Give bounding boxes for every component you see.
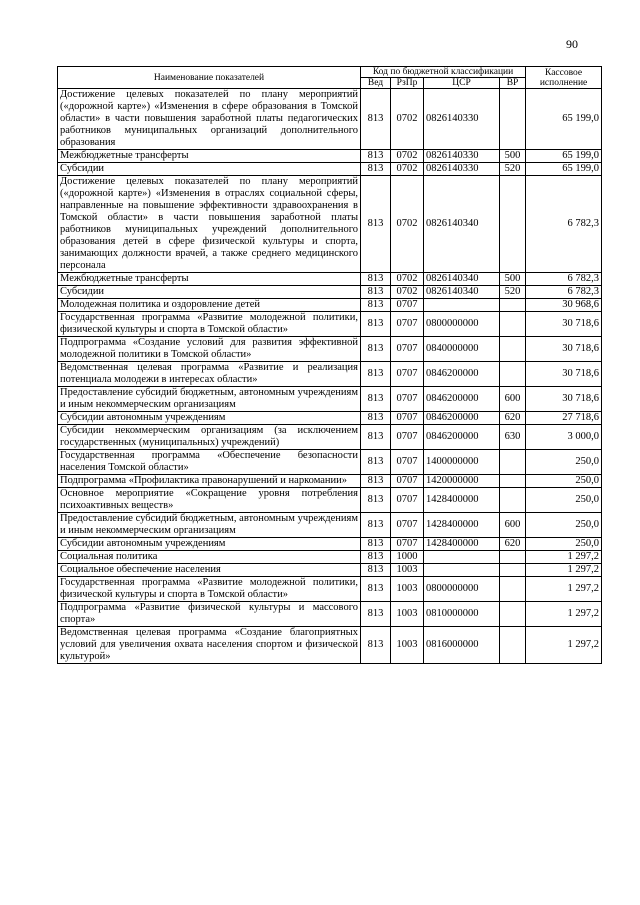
rzpr-code: 0702 bbox=[391, 89, 424, 150]
csr-code: 0846200000 bbox=[424, 412, 500, 425]
table-row bbox=[58, 337, 602, 362]
cash-amount: 30 718,6 bbox=[526, 362, 602, 387]
rzpr-code: 0702 bbox=[391, 163, 424, 176]
vr-code: 500 bbox=[500, 150, 526, 163]
ved-code: 813 bbox=[361, 564, 391, 577]
cash-amount: 65 199,0 bbox=[526, 163, 602, 176]
csr-code: 0800000000 bbox=[424, 577, 500, 602]
ved-code: 813 bbox=[361, 538, 391, 551]
vr-code: 520 bbox=[500, 163, 526, 176]
vr-code bbox=[500, 564, 526, 577]
csr-code: 0846200000 bbox=[424, 362, 500, 387]
table-row bbox=[58, 150, 602, 163]
table-row bbox=[58, 299, 602, 312]
indicator-name: Субсидии bbox=[58, 163, 361, 176]
rzpr-code: 1003 bbox=[391, 564, 424, 577]
cash-amount: 250,0 bbox=[526, 488, 602, 513]
table-row bbox=[58, 450, 602, 475]
cash-amount: 30 968,6 bbox=[526, 299, 602, 312]
vr-code: 600 bbox=[500, 387, 526, 412]
ved-code: 813 bbox=[361, 150, 391, 163]
csr-code: 0826140330 bbox=[424, 89, 500, 150]
cash-amount: 6 782,3 bbox=[526, 176, 602, 273]
csr-code: 0840000000 bbox=[424, 337, 500, 362]
rzpr-code: 0707 bbox=[391, 312, 424, 337]
rzpr-code: 0707 bbox=[391, 450, 424, 475]
cash-amount: 1 297,2 bbox=[526, 627, 602, 664]
indicator-name: Подпрограмма «Создание условий для развития эффективной молодежной политики в Томской области» bbox=[58, 337, 361, 362]
rzpr-code: 1003 bbox=[391, 577, 424, 602]
indicator-name: Межбюджетные трансферты bbox=[58, 273, 361, 286]
indicator-name: Достижение целевых показателей по плану мероприятий («дорожной карте») «Изменения в отраслях социальной сферы, направленные на повышение эффективности здравоохранения в Томской области» в части повышения заработной платы работников муниципальных учреждений дополнительного образования детей в сфере физической культуры и спорта, занимающих должности врачей, а также среднего медицинского персонала bbox=[58, 176, 361, 273]
ved-code: 813 bbox=[361, 627, 391, 664]
header-row-top bbox=[58, 67, 602, 78]
cash-amount: 6 782,3 bbox=[526, 273, 602, 286]
rzpr-code: 0702 bbox=[391, 286, 424, 299]
rzpr-code: 0707 bbox=[391, 387, 424, 412]
table-row bbox=[58, 475, 602, 488]
cash-amount: 1 297,2 bbox=[526, 551, 602, 564]
vr-code bbox=[500, 551, 526, 564]
vr-code: 500 bbox=[500, 273, 526, 286]
vr-code bbox=[500, 312, 526, 337]
table-row bbox=[58, 176, 602, 273]
ved-code: 813 bbox=[361, 176, 391, 273]
table-row bbox=[58, 387, 602, 412]
header-csr: ЦСР bbox=[424, 78, 500, 89]
cash-amount: 1 297,2 bbox=[526, 564, 602, 577]
cash-amount: 250,0 bbox=[526, 513, 602, 538]
rzpr-code: 0702 bbox=[391, 150, 424, 163]
vr-code bbox=[500, 337, 526, 362]
table-row bbox=[58, 163, 602, 176]
table-row bbox=[58, 273, 602, 286]
csr-code: 0826140340 bbox=[424, 286, 500, 299]
vr-code bbox=[500, 627, 526, 664]
ved-code: 813 bbox=[361, 362, 391, 387]
rzpr-code: 0707 bbox=[391, 362, 424, 387]
table-row bbox=[58, 564, 602, 577]
table-row bbox=[58, 425, 602, 450]
rzpr-code: 0707 bbox=[391, 412, 424, 425]
indicator-name: Подпрограмма «Профилактика правонарушений и наркомании» bbox=[58, 475, 361, 488]
ved-code: 813 bbox=[361, 602, 391, 627]
table-body bbox=[58, 89, 602, 664]
ved-code: 813 bbox=[361, 450, 391, 475]
csr-code: 1420000000 bbox=[424, 475, 500, 488]
rzpr-code: 0707 bbox=[391, 475, 424, 488]
header-vr: ВР bbox=[500, 78, 526, 89]
csr-code bbox=[424, 564, 500, 577]
csr-code: 0846200000 bbox=[424, 425, 500, 450]
indicator-name: Социальная политика bbox=[58, 551, 361, 564]
csr-code: 0826140330 bbox=[424, 163, 500, 176]
vr-code bbox=[500, 176, 526, 273]
indicator-name: Подпрограмма «Развитие физической культуры и массового спорта» bbox=[58, 602, 361, 627]
cash-amount: 250,0 bbox=[526, 475, 602, 488]
vr-code bbox=[500, 362, 526, 387]
vr-code: 520 bbox=[500, 286, 526, 299]
ved-code: 813 bbox=[361, 425, 391, 450]
rzpr-code: 0702 bbox=[391, 176, 424, 273]
table-row bbox=[58, 286, 602, 299]
header-budget-code-group: Код по бюджетной классификации bbox=[361, 67, 526, 78]
table-row bbox=[58, 602, 602, 627]
csr-code: 1400000000 bbox=[424, 450, 500, 475]
vr-code bbox=[500, 89, 526, 150]
csr-code: 1428400000 bbox=[424, 513, 500, 538]
indicator-name: Межбюджетные трансферты bbox=[58, 150, 361, 163]
rzpr-code: 1003 bbox=[391, 602, 424, 627]
csr-code: 0826140340 bbox=[424, 273, 500, 286]
indicator-name: Предоставление субсидий бюджетным, автономным учреждениям и иным некоммерческим организациям bbox=[58, 513, 361, 538]
csr-code: 1428400000 bbox=[424, 538, 500, 551]
ved-code: 813 bbox=[361, 163, 391, 176]
header-indicator-name: Наименование показателей bbox=[58, 67, 361, 89]
rzpr-code: 1000 bbox=[391, 551, 424, 564]
table-row bbox=[58, 362, 602, 387]
cash-amount: 250,0 bbox=[526, 538, 602, 551]
ved-code: 813 bbox=[361, 387, 391, 412]
cash-amount: 65 199,0 bbox=[526, 89, 602, 150]
cash-amount: 1 297,2 bbox=[526, 577, 602, 602]
rzpr-code: 0707 bbox=[391, 513, 424, 538]
ved-code: 813 bbox=[361, 286, 391, 299]
vr-code bbox=[500, 475, 526, 488]
ved-code: 813 bbox=[361, 337, 391, 362]
table-row bbox=[58, 627, 602, 664]
vr-code: 620 bbox=[500, 538, 526, 551]
indicator-name: Ведомственная целевая программа «Создание благоприятных условий для увеличения охвата населения спортом и физической культурой» bbox=[58, 627, 361, 664]
csr-code: 0846200000 bbox=[424, 387, 500, 412]
rzpr-code: 0707 bbox=[391, 337, 424, 362]
csr-code: 0826140330 bbox=[424, 150, 500, 163]
indicator-name: Предоставление субсидий бюджетным, автономным учреждениям и иным некоммерческим организациям bbox=[58, 387, 361, 412]
table-row bbox=[58, 89, 602, 150]
ved-code: 813 bbox=[361, 513, 391, 538]
cash-amount: 3 000,0 bbox=[526, 425, 602, 450]
cash-amount: 1 297,2 bbox=[526, 602, 602, 627]
vr-code bbox=[500, 488, 526, 513]
vr-code: 620 bbox=[500, 412, 526, 425]
cash-amount: 30 718,6 bbox=[526, 312, 602, 337]
ved-code: 813 bbox=[361, 89, 391, 150]
indicator-name: Государственная программа «Развитие молодежной политики, физической культуры и спорта в Томской области» bbox=[58, 312, 361, 337]
indicator-name: Ведомственная целевая программа «Развитие и реализация потенциала молодежи в интересах области» bbox=[58, 362, 361, 387]
cash-amount: 65 199,0 bbox=[526, 150, 602, 163]
cash-amount: 30 718,6 bbox=[526, 387, 602, 412]
indicator-name: Субсидии некоммерческим организациям (за исключением государственных (муниципальных) учреждений) bbox=[58, 425, 361, 450]
table-row bbox=[58, 577, 602, 602]
indicator-name: Государственная программа «Развитие молодежной политики, физической культуры и спорта в Томской области» bbox=[58, 577, 361, 602]
csr-code: 0810000000 bbox=[424, 602, 500, 627]
indicator-name: Субсидии автономным учреждениям bbox=[58, 412, 361, 425]
indicator-name: Достижение целевых показателей по плану мероприятий («дорожной карте») «Изменения в сфере образования в Томской области» в части повышения заработной платы педагогических работников муниципальных организаций дополнительного образования bbox=[58, 89, 361, 150]
csr-code: 0826140340 bbox=[424, 176, 500, 273]
ved-code: 813 bbox=[361, 577, 391, 602]
rzpr-code: 0707 bbox=[391, 299, 424, 312]
csr-code: 1428400000 bbox=[424, 488, 500, 513]
cash-amount: 30 718,6 bbox=[526, 337, 602, 362]
indicator-name: Государственная программа «Обеспечение безопасности населения Томской области» bbox=[58, 450, 361, 475]
header-rzpr: РзПр bbox=[391, 78, 424, 89]
header-cash-execution: Кассовое исполнение bbox=[526, 67, 602, 89]
indicator-name: Молодежная политика и оздоровление детей bbox=[58, 299, 361, 312]
ved-code: 813 bbox=[361, 312, 391, 337]
vr-code bbox=[500, 577, 526, 602]
csr-code bbox=[424, 551, 500, 564]
rzpr-code: 1003 bbox=[391, 627, 424, 664]
cash-amount: 27 718,6 bbox=[526, 412, 602, 425]
indicator-name: Субсидии автономным учреждениям bbox=[58, 538, 361, 551]
table-row bbox=[58, 488, 602, 513]
ved-code: 813 bbox=[361, 551, 391, 564]
csr-code bbox=[424, 299, 500, 312]
vr-code bbox=[500, 450, 526, 475]
header-ved: Вед bbox=[361, 78, 391, 89]
rzpr-code: 0702 bbox=[391, 273, 424, 286]
indicator-name: Социальное обеспечение населения bbox=[58, 564, 361, 577]
indicator-name: Основное мероприятие «Сокращение уровня потребления психоактивных веществ» bbox=[58, 488, 361, 513]
rzpr-code: 0707 bbox=[391, 538, 424, 551]
ved-code: 813 bbox=[361, 273, 391, 286]
vr-code: 630 bbox=[500, 425, 526, 450]
ved-code: 813 bbox=[361, 412, 391, 425]
table-row bbox=[58, 551, 602, 564]
ved-code: 813 bbox=[361, 299, 391, 312]
vr-code bbox=[500, 299, 526, 312]
indicator-name: Субсидии bbox=[58, 286, 361, 299]
vr-code: 600 bbox=[500, 513, 526, 538]
budget-execution-table bbox=[57, 66, 602, 664]
page-number: 90 bbox=[566, 37, 578, 51]
ved-code: 813 bbox=[361, 488, 391, 513]
table-row bbox=[58, 513, 602, 538]
vr-code bbox=[500, 602, 526, 627]
table-row bbox=[58, 538, 602, 551]
table-row bbox=[58, 312, 602, 337]
cash-amount: 250,0 bbox=[526, 450, 602, 475]
rzpr-code: 0707 bbox=[391, 425, 424, 450]
ved-code: 813 bbox=[361, 475, 391, 488]
cash-amount: 6 782,3 bbox=[526, 286, 602, 299]
table-row bbox=[58, 412, 602, 425]
csr-code: 0800000000 bbox=[424, 312, 500, 337]
csr-code: 0816000000 bbox=[424, 627, 500, 664]
rzpr-code: 0707 bbox=[391, 488, 424, 513]
